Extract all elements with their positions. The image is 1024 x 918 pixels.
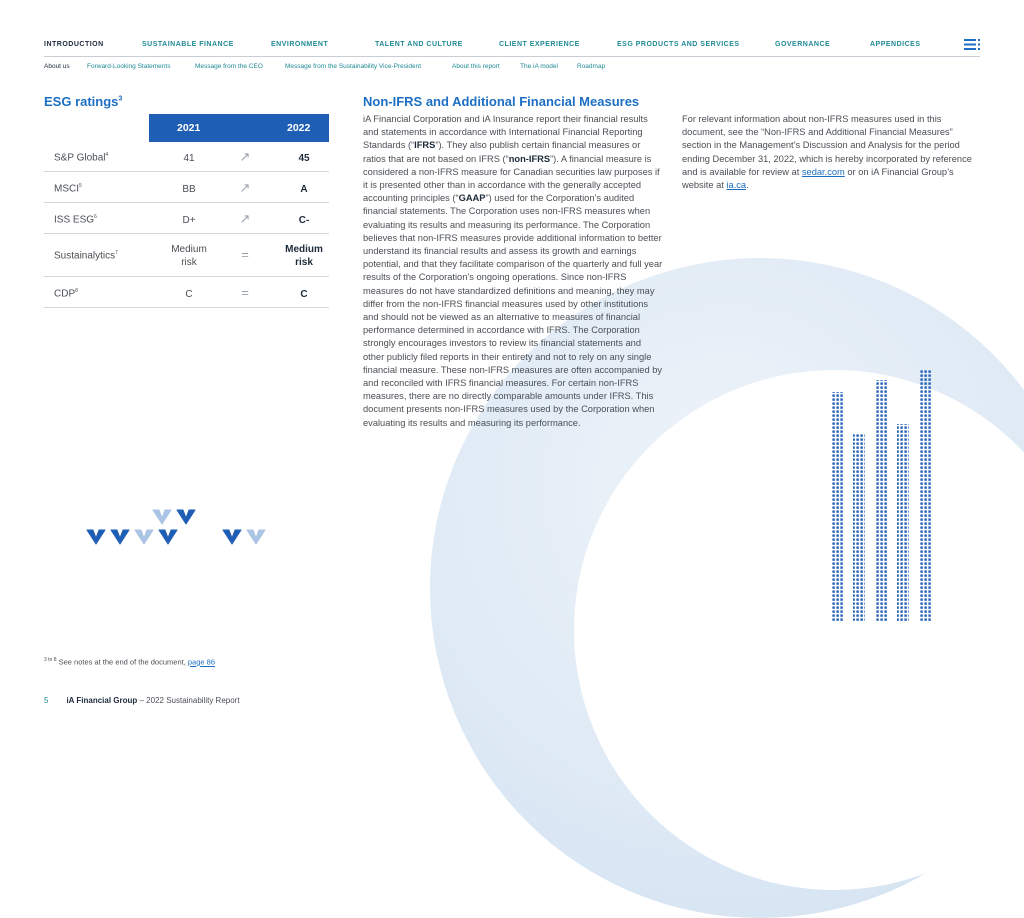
subnav-ia-model[interactable]: The iA model [520,63,558,70]
header-2021: 2021 [177,122,201,134]
agency-name [54,183,82,194]
decorative-bars-graphic [828,370,938,622]
rating-2021: D+ [182,215,196,226]
agency-footnote: 5 [79,183,82,189]
subnav-message-from-ceo[interactable]: Message from the CEO [195,63,263,70]
agency-name [54,250,118,261]
subnav-forward-looking-statements[interactable]: Forward-Looking Statements [87,63,171,70]
trend-up-icon: ↗ [239,211,251,226]
page-footer [44,696,240,705]
subnav-message-from-svp[interactable]: Message from the Sustainability Vice-President [285,63,422,70]
table-row [44,172,329,203]
agency-label: ISS ESG [54,214,95,226]
menu-icon[interactable] [964,39,980,50]
rating-2021: 41 [183,153,195,164]
agency-footnote: 4 [105,152,109,158]
para-text: . [746,180,749,191]
para-text: ”). They also publish certain financial measures or ratios that are not based on IFRS (“ [363,140,641,164]
subnav-about-this-report[interactable]: About this report [452,63,500,70]
footnote [44,657,215,667]
subnav-roadmap[interactable]: Roadmap [577,63,606,70]
nav-environment[interactable]: ENVIRONMENT [271,41,329,48]
para-text: iA Financial Corporation and iA Insurance report their financial results and statements in accordance with International Financial Reporting Standards (“ [363,114,648,151]
agency-footnote: 8 [75,288,78,294]
rating-2022: A [300,184,308,195]
subnav-about-us[interactable]: About us [44,63,70,70]
table-row [44,277,329,308]
sedar-link[interactable]: sedar.com [801,166,845,177]
para-text: ”) used for the Corporation’s audited financial statements. The Corporation uses non-IFRS measures when evaluating its results and measuring its performance. The Corporation believes that non-IFRS measures provide additional information to better understand its financial results and assess its growth and earnings potential, and that they facilitate comparison of the quarterly and full year results of the Corporation’s ongoing operations. Since non-IFRS measures do not have standardized definitions and meaning, they may differ from the non-IFRS financial measures used by other institutions and should not be viewed as an alternative to measures of financial performance determined in accordance with IFRS. The Corporation strongly encourages investors to review its financial statements and other publicly filed reports in their entirety and not to rely on any single financial measure. These non-IFRS measures are often accompanied by and reconciled with IFRS financial measures. For certain non-IFRS measures, there are no directly comparable amounts under IFRS. This document presents non-IFRS measures used by the Corporation when evaluating its results and measuring its performance. [363,193,663,428]
rating-2021: BB [182,184,196,195]
esg-ratings-title-text: ESG ratings [44,94,119,109]
ratings-table-header [149,114,329,142]
rating-2022: C- [298,215,310,226]
rating-2021: C [185,289,193,300]
rating-2022: C [300,289,308,300]
agency-label: S&P Global [54,152,106,164]
term-gaap: GAAP [458,193,486,204]
page-number: 5 [44,696,49,705]
nav-talent-and-culture[interactable]: TALENT AND CULTURE [375,41,463,48]
agency-label: MSCI [54,183,79,195]
footnote-range: 3 to 8 [44,657,57,663]
non-ifrs-paragraph-right [682,113,980,192]
non-ifrs-paragraph-left [363,113,663,430]
rating-2022: Medium risk [285,244,323,268]
decorative-v-pattern-icon [85,506,285,556]
nav-introduction[interactable]: INTRODUCTION [44,41,104,48]
non-ifrs-section-title: Non-IFRS and Additional Financial Measures [363,94,640,109]
nav-client-experience[interactable]: CLIENT EXPERIENCE [499,41,580,48]
agency-label: CDP [54,288,76,300]
nav-esg-products-and-services[interactable]: ESG PRODUCTS AND SERVICES [617,41,740,48]
top-navigation [44,40,980,57]
esg-ratings-title [44,94,122,109]
trend-equal-icon: = [241,285,249,300]
table-row [44,203,329,234]
trend-equal-icon: = [241,247,249,262]
nav-governance[interactable]: GOVERNANCE [775,41,831,48]
rating-2022: 45 [298,153,310,164]
footnote-text: See notes at the end of the document, [58,657,188,667]
table-row [44,234,329,277]
para-text: For relevant information about non-IFRS measures used in this document, see the “Non-IFRS and Additional Financial Measures” section in the Management’s Discussion and Analysis for the period ending December 31, 2022, which is hereby incorporated by reference and is available for review at [682,114,972,177]
ia-website-link[interactable]: ia.ca [726,180,747,191]
term-ifrs: IFRS [414,140,436,151]
nav-sustainable-finance[interactable]: SUSTAINABLE FINANCE [142,41,234,48]
para-text: ”). A financial measure is considered a non-IFRS measure for Canadian securities law purposes if it is presented other than in accordance with the generally accepted accounting principles (“ [363,153,660,204]
footer-brand: iA Financial Group [66,696,138,705]
term-non-ifrs: non-IFRS [508,153,551,164]
esg-ratings-title-footnote: 3 [118,95,123,103]
footnote-page-link[interactable]: page 86 [187,657,215,667]
agency-name [54,152,108,163]
table-row [44,142,329,172]
agency-footnote: 7 [115,250,118,256]
trend-up-icon: ↗ [239,149,251,164]
para-text: or on iA Financial Group’s website at [682,166,954,191]
footer-report-title: – 2022 Sustainability Report [137,696,240,705]
agency-name [54,214,97,225]
agency-label: Sustainalytics [54,250,116,262]
agency-name [54,288,78,299]
trend-up-icon: ↗ [239,180,251,195]
rating-2021: Medium risk [171,244,207,268]
header-2022: 2022 [287,122,311,134]
agency-footnote: 6 [94,214,97,220]
nav-appendices[interactable]: APPENDICES [870,41,921,48]
